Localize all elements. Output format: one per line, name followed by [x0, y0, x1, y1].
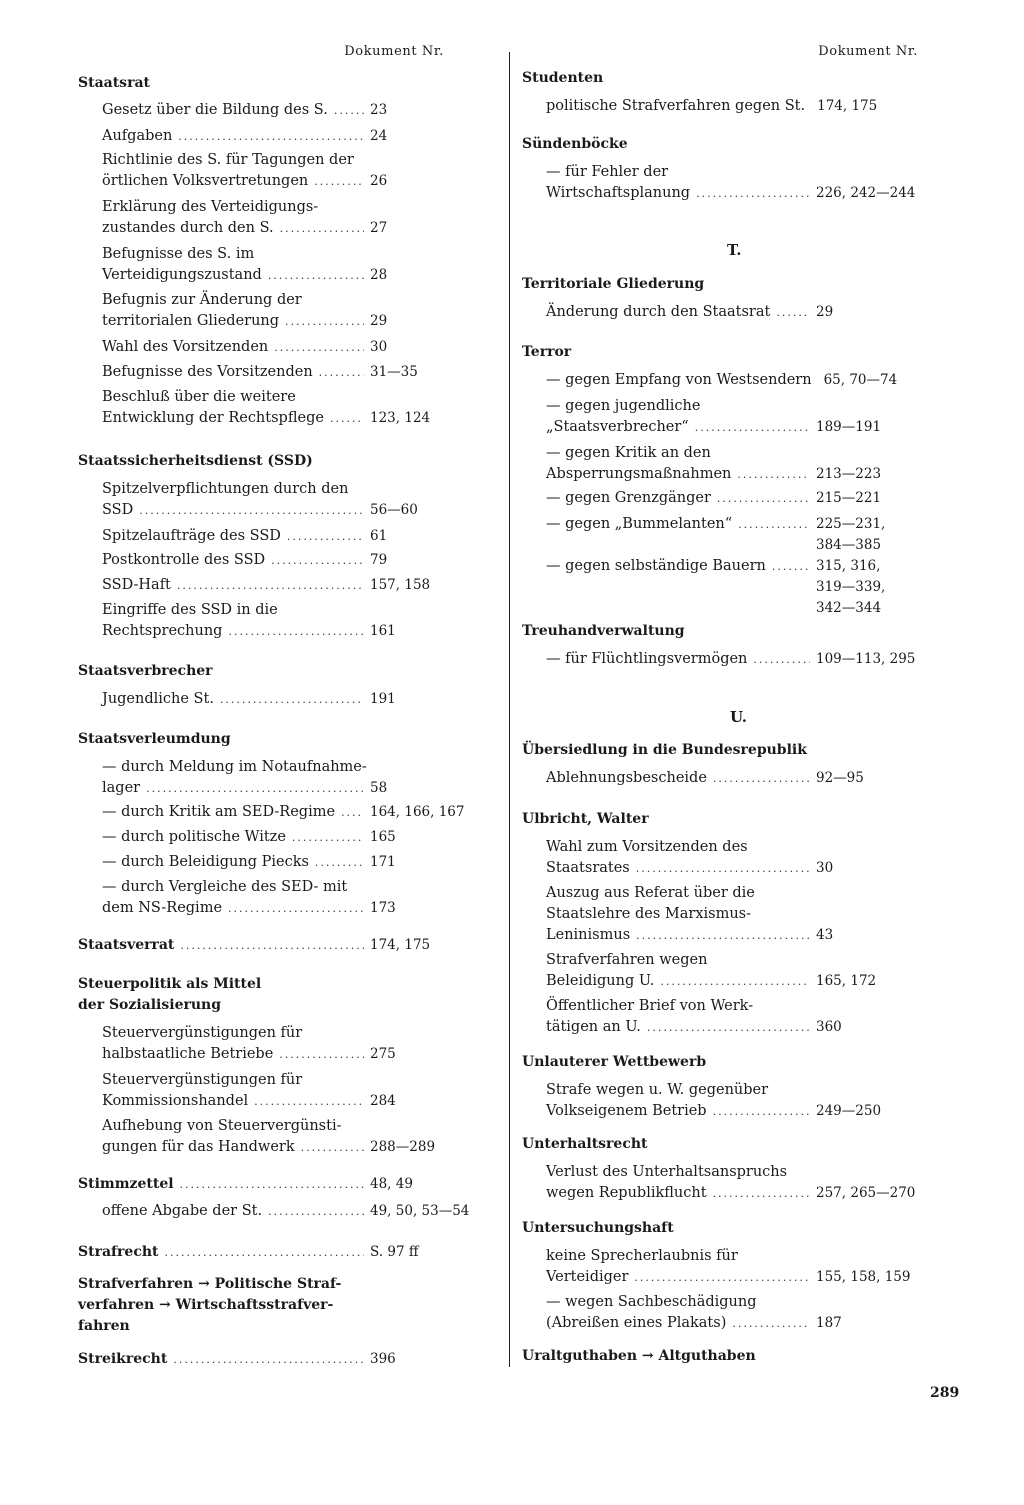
index-entry: Wahl des Vorsitzenden ..... 30	[102, 337, 478, 358]
index-heading-untersuchungshaft: Untersuchungshaft	[522, 1220, 674, 1236]
index-entry-stimmzettel: Stimmzettel ..... 48, 49	[78, 1174, 478, 1195]
index-entry: Befugnis zur Änderung der territorialen Gliederung ..... 29	[102, 290, 478, 332]
index-entry: — wegen Sachbeschädigung (Abreißen eines Plakats) ..... 187	[546, 1292, 924, 1334]
index-heading-uraltguthaben: Uraltguthaben → Altguthaben	[522, 1348, 756, 1364]
index-entry: Öffentlicher Brief von Werk- tätigen an U. ..... 360	[546, 996, 924, 1038]
index-heading-suendenboecke: Sündenböcke	[522, 136, 628, 152]
column-divider	[509, 52, 510, 1367]
index-entry: Ablehnungsbescheide ..... 92—95	[546, 768, 924, 789]
index-entry: Aufgaben ..... 24	[102, 126, 478, 147]
index-entry: keine Sprecherlaubnis für Verteidiger ..... 155, 158, 159	[546, 1246, 924, 1288]
index-entry: Änderung durch den Staatsrat ..... 29	[546, 302, 924, 323]
index-heading-unterhaltsrecht: Unterhaltsrecht	[522, 1136, 648, 1152]
index-entry: politische Strafverfahren gegen St. 174, 175	[546, 98, 878, 114]
column-header-right: Dokument Nr.	[818, 44, 918, 59]
index-entry: Verlust des Unterhaltsanspruchs wegen Republikflucht ..... 257, 265—270	[546, 1162, 924, 1204]
index-entry: Erklärung des Verteidigungs- zustandes durch den S. ..... 27	[102, 197, 478, 239]
index-entry-staatsverrat: Staatsverrat ..... 174, 175	[78, 935, 478, 956]
index-entry: — gegen selbständige Bauern ..... 315, 316, 319—339, 342—344	[546, 556, 924, 619]
index-heading-steuerpolitik: Steuerpolitik als Mittel der Sozialisierung	[78, 976, 262, 1013]
index-entry: — für Fehler der Wirtschaftsplanung ..... 226, 242—244	[546, 162, 924, 204]
index-entry: Jugendliche St. ..... 191	[102, 689, 478, 710]
index-heading-ssd: Staatssicherheitsdienst (SSD)	[78, 453, 313, 469]
index-entry: Wahl zum Vorsitzenden des Staatsrates ..... 30	[546, 837, 924, 879]
index-entry: — durch Kritik am SED-Regime ..... 164, 166, 167	[102, 802, 478, 823]
index-entry-streikrecht: Streikrecht ..... 396	[78, 1349, 478, 1370]
index-entry: Eingriffe des SSD in die Rechtsprechung ..... 161	[102, 600, 478, 642]
index-heading-treuhandverwaltung: Treuhandverwaltung	[522, 623, 685, 639]
index-entry: Strafverfahren wegen Beleidigung U. ..... 165, 172	[546, 950, 924, 992]
index-entry: Spitzelverpflichtungen durch den SSD ..... 56—60	[102, 479, 478, 521]
index-entry: offene Abgabe der St. ..... 49, 50, 53—54	[102, 1201, 478, 1222]
section-letter-u: U.	[730, 708, 747, 726]
index-entry: Spitzelaufträge des SSD ..... 61	[102, 526, 478, 547]
index-entry: Steuervergünstigungen für halbstaatliche Betriebe ..... 275	[102, 1023, 478, 1065]
index-heading-unlauterer-wettbewerb: Unlauterer Wettbewerb	[522, 1054, 707, 1070]
index-heading-staatsverleumdung: Staatsverleumdung	[78, 731, 231, 747]
column-header-left: Dokument Nr.	[344, 44, 444, 59]
index-entry: Strafe wegen u. W. gegenüber Volkseigenem Betrieb ..... 249—250	[546, 1080, 924, 1122]
index-entry: — für Flüchtlingsvermögen ..... 109—113, 295	[546, 649, 924, 670]
index-entry: Befugnisse des S. im Verteidigungszustand ..... 28	[102, 244, 478, 286]
index-heading-strafverfahren: Strafverfahren → Politische Straf- verfahren → Wirtschaftsstrafver- fahren	[78, 1276, 342, 1334]
index-entry: SSD-Haft ..... 157, 158	[102, 575, 478, 596]
index-entry: Aufhebung von Steuervergünsti- gungen für das Handwerk ..... 288—289	[102, 1116, 478, 1158]
index-entry: — gegen „Bummelanten“ ..... 225—231, 384—385	[546, 514, 924, 556]
index-entry: Beschluß über die weitere Entwicklung der Rechtspflege ..... 123, 124	[102, 387, 478, 429]
index-entry: — gegen jugendliche „Staatsverbrecher“ ..... 189—191	[546, 396, 924, 438]
index-heading-studenten: Studenten	[522, 70, 604, 86]
index-entry-strafrecht: Strafrecht ..... S. 97 ff	[78, 1242, 478, 1263]
index-entry: Richtlinie des S. für Tagungen der örtlichen Volksvertretungen ..... 26	[102, 150, 478, 192]
index-entry: Gesetz über die Bildung des S. ..... 23	[102, 100, 478, 121]
index-entry: Steuervergünstigungen für Kommissionshandel ..... 284	[102, 1070, 478, 1112]
index-heading-ulbricht: Ulbricht, Walter	[522, 811, 649, 827]
index-entry: Auszug aus Referat über die Staatslehre des Marxismus- Leninismus ..... 43	[546, 883, 924, 946]
index-entry: — gegen Kritik an den Absperrungsmaßnahmen ..... 213—223	[546, 443, 924, 485]
index-entry: — durch Beleidigung Piecks ..... 171	[102, 852, 478, 873]
index-heading-staatsrat: Staatsrat	[78, 75, 150, 91]
index-entry: — durch Vergleiche des SED- mit dem NS-Regime ..... 173	[102, 877, 478, 919]
index-entry: Befugnisse des Vorsitzenden ..... 31—35	[102, 362, 478, 383]
section-letter-t: T.	[727, 241, 742, 259]
index-entry: — gegen Grenzgänger ..... 215—221	[546, 488, 924, 509]
index-heading-staatsverbrecher: Staatsverbrecher	[78, 663, 213, 679]
index-heading-uebersiedlung: Übersiedlung in die Bundesrepublik	[522, 742, 807, 758]
index-entry: — durch politische Witze ..... 165	[102, 827, 478, 848]
index-entry: — durch Meldung im Notaufnahme- lager ..... 58	[102, 757, 478, 799]
index-heading-terror: Terror	[522, 344, 572, 360]
index-heading-territoriale-gliederung: Territoriale Gliederung	[522, 276, 705, 292]
page-number: 289	[930, 1385, 960, 1401]
index-entry: — gegen Empfang von Westsendern 65, 70—74	[546, 372, 898, 388]
index-entry: Postkontrolle des SSD ..... 79	[102, 550, 478, 571]
